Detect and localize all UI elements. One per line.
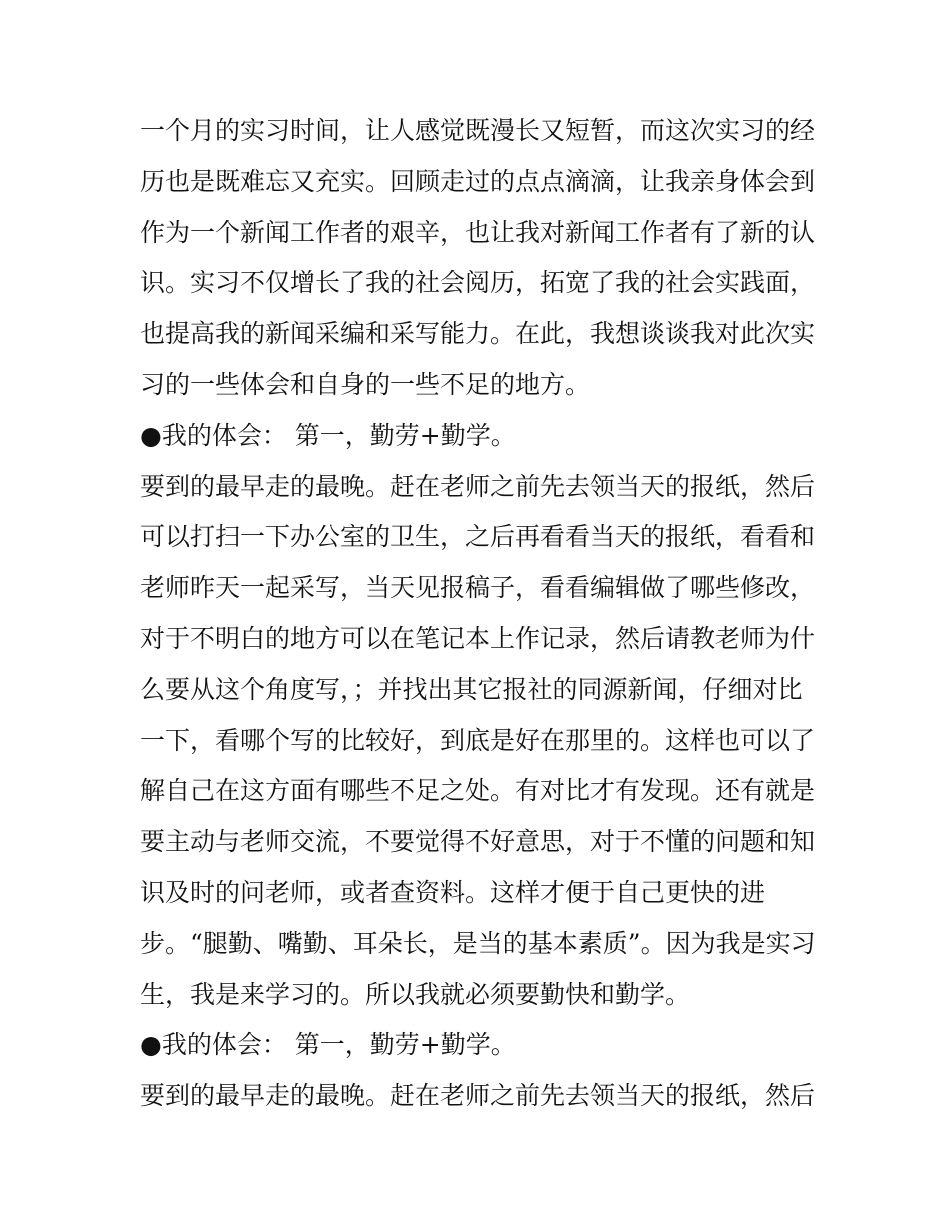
- document-body: [140, 106, 820, 1122]
- text-line: 要到的最早走的最晚。赶在老师之前先去领当天的报纸，然后: [140, 471, 816, 501]
- text-line: 生，我是来学习的。所以我就必须要勤快和勤学。: [140, 979, 691, 1009]
- text-line: 一下，看哪个写的比较好，到底是好在那里的。这样也可以了: [140, 725, 816, 755]
- text-line: 要主动与老师交流，不要觉得不好意思，对于不懂的问题和知: [140, 827, 816, 857]
- text-line: 老师昨天一起采写，当天见报稿子，看看编辑做了哪些修改，: [140, 573, 816, 603]
- text-line: 么要从这个角度写，；并找出其它报社的同源新闻，仔细对比: [140, 674, 803, 704]
- text-line: 步。“腿勤、嘴勤、耳朵长，是当的基本素质”。因为我是实习: [140, 928, 816, 958]
- text-line: 习的一些体会和自身的一些不足的地方。: [140, 369, 591, 399]
- bullet-heading: ●我的体会： 第一，勤劳+勤学。: [140, 420, 516, 450]
- text-line: 对于不明白的地方可以在笔记本上作记录，然后请教老师为什: [140, 623, 816, 653]
- text-line: 历也是既难忘又充实。回顾走过的点点滴滴，让我亲身体会到: [140, 166, 816, 196]
- text-line: 一个月的实习时间，让人感觉既漫长又短暂，而这次实习的经: [140, 116, 816, 145]
- text-line: 作为一个新闻工作者的艰辛，也让我对新闻工作者有了新的认: [140, 217, 816, 247]
- text-line: 要到的最早走的最晚。赶在老师之前先去领当天的报纸，然后: [140, 1081, 816, 1111]
- bullet-heading: ●我的体会： 第一，勤劳+勤学。: [140, 1030, 516, 1060]
- text-line: 可以打扫一下办公室的卫生，之后再看看当天的报纸，看看和: [140, 522, 816, 552]
- text-line: 识。实习不仅增长了我的社会阅历，拓宽了我的社会实践面，: [140, 268, 816, 298]
- text-line: 解自己在这方面有哪些不足之处。有对比才有发现。还有就是: [140, 776, 816, 806]
- text-line: 也提高我的新闻采编和采写能力。在此，我想谈谈我对此次实: [140, 319, 816, 349]
- text-line: 识及时的问老师，或者查资料。这样才便于自己更快的进: [140, 877, 766, 907]
